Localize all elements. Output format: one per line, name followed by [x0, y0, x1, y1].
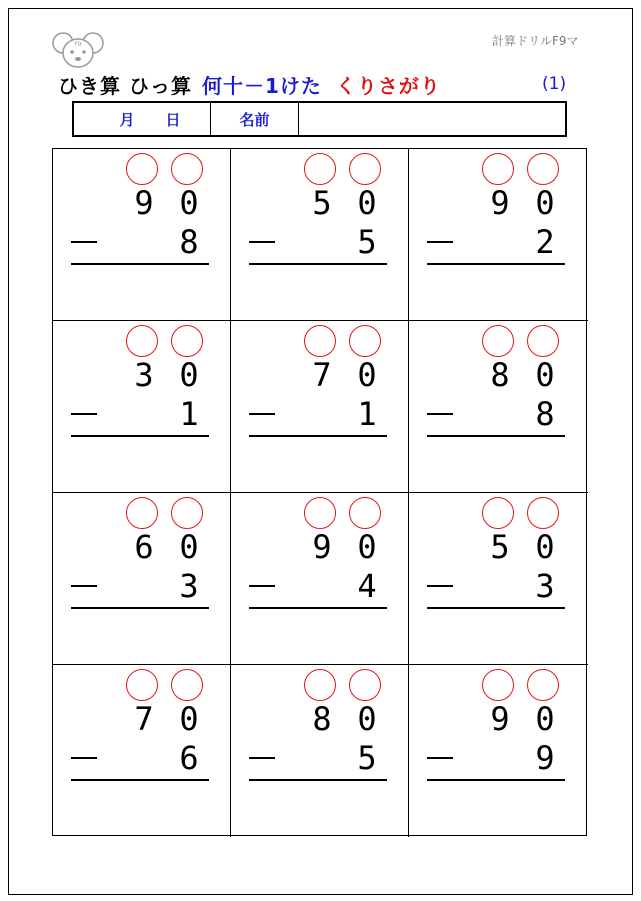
carry-circle[interactable] — [304, 669, 336, 701]
carry-circle[interactable] — [171, 497, 203, 529]
minuend-ones-digit: 0 — [179, 700, 199, 738]
minuend-ones-digit: 0 — [535, 356, 555, 394]
problem-cell — [409, 665, 588, 837]
minuend-ones-digit: 0 — [535, 528, 555, 566]
minuend-ones-digit: 0 — [179, 356, 199, 394]
date-name-box — [72, 101, 567, 137]
carry-circle[interactable] — [126, 669, 158, 701]
brand-label: 計算ドリルF9マ — [492, 34, 579, 48]
day-label: 日 — [165, 110, 181, 129]
name-label-cell — [211, 103, 299, 135]
minus-sign — [71, 757, 97, 759]
problem-cell — [409, 493, 588, 665]
minuend-tens-digit: 6 — [134, 528, 154, 566]
subtrahend-digit: 3 — [179, 567, 199, 605]
answer-line — [249, 779, 387, 781]
title-topic: 何十－1けた — [201, 74, 322, 98]
problem-cell — [409, 321, 588, 493]
carry-circle[interactable] — [482, 497, 514, 529]
minuend-tens-digit: 5 — [490, 528, 510, 566]
subtrahend-digit: 2 — [535, 223, 555, 261]
svg-text:F9: F9 — [74, 41, 82, 48]
carry-circle[interactable] — [304, 497, 336, 529]
minus-sign — [71, 241, 97, 243]
problem-cell — [409, 149, 588, 321]
carry-circle[interactable] — [527, 669, 559, 701]
carry-circle[interactable] — [304, 153, 336, 185]
carry-circle[interactable] — [527, 497, 559, 529]
carry-circle[interactable] — [482, 153, 514, 185]
subtrahend-digit: 9 — [535, 739, 555, 777]
carry-circle[interactable] — [349, 497, 381, 529]
minus-sign — [249, 585, 275, 587]
carry-circle[interactable] — [349, 669, 381, 701]
carry-circle[interactable] — [126, 325, 158, 357]
problem-cell — [231, 149, 409, 321]
problem-cell — [53, 665, 231, 837]
minuend-tens-digit: 9 — [490, 184, 510, 222]
minus-sign — [427, 757, 453, 759]
subtrahend-digit: 6 — [179, 739, 199, 777]
minus-sign — [249, 757, 275, 759]
problem-cell — [231, 321, 409, 493]
minus-sign — [249, 413, 275, 415]
worksheet-title — [58, 70, 441, 99]
mouse-logo-icon — [52, 30, 104, 70]
minus-sign — [427, 585, 453, 587]
title-main: ひき算 ひっ算 — [58, 74, 192, 98]
carry-circle[interactable] — [482, 669, 514, 701]
carry-circle[interactable] — [304, 325, 336, 357]
carry-circle[interactable] — [171, 669, 203, 701]
problem-grid — [52, 148, 587, 836]
answer-line — [249, 607, 387, 609]
minuend-ones-digit: 0 — [357, 184, 377, 222]
minuend-tens-digit: 7 — [134, 700, 154, 738]
problem-cell — [231, 665, 409, 837]
date-field[interactable] — [74, 103, 211, 135]
problem-cell — [53, 493, 231, 665]
name-label: 名前 — [239, 110, 270, 129]
problem-cell — [53, 321, 231, 493]
subtrahend-digit: 8 — [535, 395, 555, 433]
answer-line — [427, 607, 565, 609]
minuend-tens-digit: 9 — [312, 528, 332, 566]
minus-sign — [427, 241, 453, 243]
minuend-ones-digit: 0 — [535, 700, 555, 738]
minuend-tens-digit: 8 — [490, 356, 510, 394]
minuend-ones-digit: 0 — [535, 184, 555, 222]
carry-circle[interactable] — [527, 153, 559, 185]
answer-line — [71, 263, 209, 265]
answer-line — [71, 435, 209, 437]
page-number: (1) — [542, 74, 567, 94]
subtrahend-digit: 1 — [357, 395, 377, 433]
subtrahend-digit: 4 — [357, 567, 377, 605]
minus-sign — [71, 585, 97, 587]
subtrahend-digit: 8 — [179, 223, 199, 261]
problem-cell — [53, 149, 231, 321]
subtrahend-digit: 1 — [179, 395, 199, 433]
minuend-tens-digit: 7 — [312, 356, 332, 394]
answer-line — [427, 435, 565, 437]
minuend-tens-digit: 5 — [312, 184, 332, 222]
carry-circle[interactable] — [349, 153, 381, 185]
problem-cell — [231, 493, 409, 665]
month-label: 月 — [119, 110, 135, 129]
subtrahend-digit: 5 — [357, 739, 377, 777]
carry-circle[interactable] — [527, 325, 559, 357]
title-type: くりさがり — [335, 74, 441, 98]
minuend-tens-digit: 9 — [134, 184, 154, 222]
minuend-tens-digit: 9 — [490, 700, 510, 738]
minuend-tens-digit: 3 — [134, 356, 154, 394]
minuend-ones-digit: 0 — [357, 700, 377, 738]
answer-line — [427, 779, 565, 781]
name-field[interactable] — [299, 103, 565, 135]
carry-circle[interactable] — [171, 153, 203, 185]
minuend-ones-digit: 0 — [357, 356, 377, 394]
carry-circle[interactable] — [126, 153, 158, 185]
minus-sign — [427, 413, 453, 415]
answer-line — [249, 263, 387, 265]
minus-sign — [249, 241, 275, 243]
answer-line — [71, 607, 209, 609]
minuend-tens-digit: 8 — [312, 700, 332, 738]
carry-circle[interactable] — [482, 325, 514, 357]
carry-circle[interactable] — [126, 497, 158, 529]
carry-circle[interactable] — [349, 325, 381, 357]
carry-circle[interactable] — [171, 325, 203, 357]
answer-line — [427, 263, 565, 265]
answer-line — [71, 779, 209, 781]
minuend-ones-digit: 0 — [179, 184, 199, 222]
minuend-ones-digit: 0 — [179, 528, 199, 566]
minuend-ones-digit: 0 — [357, 528, 377, 566]
subtrahend-digit: 5 — [357, 223, 377, 261]
answer-line — [249, 435, 387, 437]
subtrahend-digit: 3 — [535, 567, 555, 605]
minus-sign — [71, 413, 97, 415]
